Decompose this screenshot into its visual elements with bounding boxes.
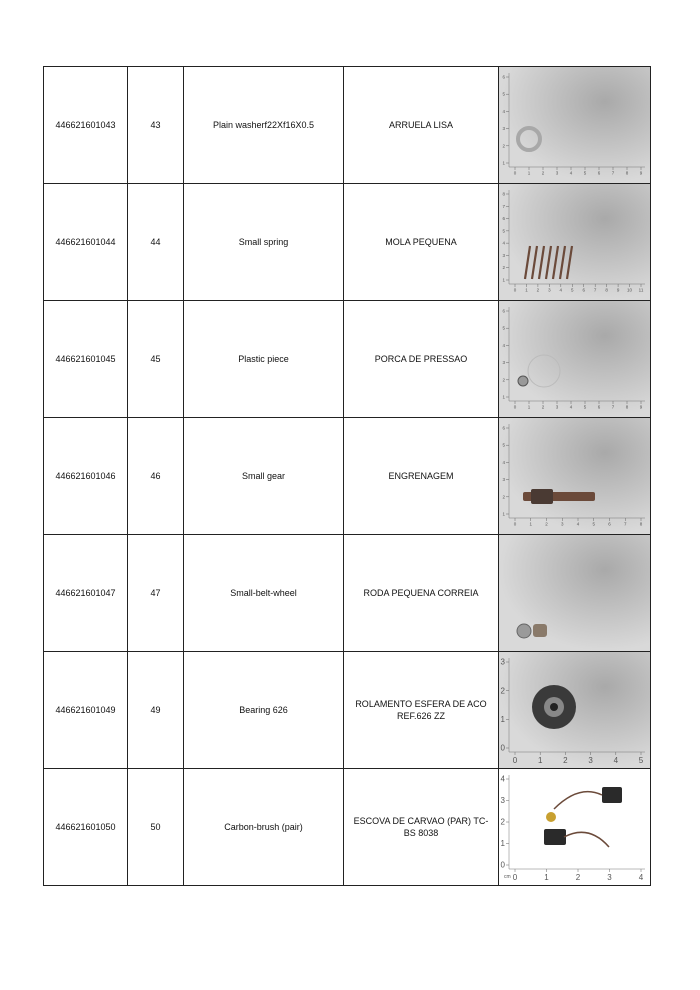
scale-x-label: 9 [616,287,620,293]
part-name-english: Small gear [184,418,344,535]
scale-x-label: 5 [583,170,587,176]
part-photo [499,418,650,534]
scale-y-label: 0 [500,743,505,753]
scale-x-label: 2 [575,873,581,882]
part-photo-cell [499,769,651,886]
parts-table [43,66,651,886]
scale-x-label: 11 [638,287,644,293]
part-name-portuguese: ARRUELA LISA [344,67,499,184]
scale-y-label: 3 [502,252,505,258]
scale-y-label: 5 [502,91,505,97]
scale-y-label: 1 [502,394,505,400]
scale-y-label: 3 [500,657,505,667]
scale-x-label: 4 [613,756,619,765]
scale-x-label: 2 [541,170,545,176]
part-code: 446621601044 [44,184,128,301]
part-code: 446621601050 [44,769,128,886]
part-photo-cell [499,418,651,535]
bearing-bore [550,703,558,711]
scale-x-label: 8 [605,287,608,293]
scale-y-label: 1 [502,277,505,283]
part-photo-cell [499,67,651,184]
scale-x-label: 1 [544,873,549,882]
scale-y-label: 8 [502,191,505,197]
scale-y-label: 1 [502,511,505,517]
part-photo-cell [499,184,651,301]
part-name-english: Bearing 626 [184,652,344,769]
part-name-portuguese: ESCOVA DE CARVAO (PAR) TC-BS 8038 [344,769,499,886]
scale-y-label: 2 [502,265,505,271]
table-row [44,184,651,301]
scale-y-label: 4 [502,240,505,246]
pulley-shape [533,624,547,637]
scale-y-label: 5 [502,442,505,448]
part-code: 446621601043 [44,67,128,184]
scale-x-label: 7 [623,521,627,527]
scale-x-label: 3 [588,756,593,765]
scale-x-label: 4 [638,873,644,882]
scale-x-label: 1 [525,287,528,293]
scale-y-label: 6 [502,425,505,431]
table-row [44,769,651,886]
scale-y-label: 4 [502,342,505,348]
scale-x-label: 1 [537,756,543,765]
scale-y-label: 2 [500,817,505,827]
part-photo-cell [499,535,651,652]
table-row [44,67,651,184]
scale-x-label: 3 [560,521,564,527]
scale-y-label: 2 [502,494,505,500]
scale-y-label: 3 [502,126,505,132]
position-number: 44 [128,184,184,301]
scale-x-label: 0 [512,873,518,882]
part-photo-cell [499,301,651,418]
part-photo [499,535,650,651]
scale-x-label: 4 [569,404,573,410]
scale-y-label: 2 [500,686,505,696]
scale-x-label: 4 [576,521,580,527]
scale-x-label: 5 [571,287,574,293]
position-number: 46 [128,418,184,535]
position-number: 43 [128,67,184,184]
scale-x-label: 4 [569,170,573,176]
part-photo [499,301,650,417]
part-code: 446621601045 [44,301,128,418]
photo-background [499,418,650,534]
brush-terminal [546,812,556,822]
scale-x-label: 3 [555,170,559,176]
scale-x-label: 1 [529,521,533,527]
scale-x-label: 2 [545,521,548,527]
scale-y-label: 7 [502,203,505,209]
photo-background [499,769,650,885]
part-name-english: Carbon-brush (pair) [184,769,344,886]
scale-y-label: 4 [502,459,505,465]
scale-x-label: 1 [527,404,531,410]
part-photo-cell [499,652,651,769]
part-code: 446621601046 [44,418,128,535]
scale-x-label: 0 [513,287,517,293]
part-code: 446621601049 [44,652,128,769]
part-name-portuguese: RODA PEQUENA CORREIA [344,535,499,652]
scale-x-label: 8 [639,521,643,527]
part-photo [499,184,650,300]
scale-y-label: 1 [500,715,505,724]
part-name-english: Small-belt-wheel [184,535,344,652]
scale-y-label: 3 [500,796,505,806]
position-number: 47 [128,535,184,652]
scale-y-label: 4 [502,108,505,114]
scale-x-label: 3 [548,287,551,293]
scale-y-label: 2 [502,143,505,149]
table-row [44,418,651,535]
scale-x-label: 7 [611,404,615,410]
scale-y-label: 2 [502,377,505,383]
part-photo [499,652,650,768]
scale-y-label: 0 [500,860,505,870]
part-name-portuguese: ENGRENAGEM [344,418,499,535]
position-number: 49 [128,652,184,769]
part-name-portuguese: PORCA DE PRESSAO [344,301,499,418]
scale-y-label: 6 [502,74,505,80]
part-code: 446621601047 [44,535,128,652]
scale-x-label: 1 [527,170,531,176]
scale-x-label: 9 [639,404,643,410]
scale-x-label: 6 [597,170,601,176]
scale-x-label: 8 [625,170,629,176]
scale-x-label: 4 [559,287,563,293]
part-name-english: Small spring [184,184,344,301]
scale-x-label: 0 [512,756,518,765]
scale-x-label: 6 [597,404,601,410]
scale-x-label: 0 [513,404,517,410]
scale-x-label: 5 [638,756,644,765]
gear-teeth-shape [531,489,553,504]
scale-y-label: 5 [502,325,505,331]
photo-background [499,301,650,417]
scale-x-label: 5 [583,404,587,410]
photo-background [499,184,650,300]
scale-x-label: 6 [608,521,611,527]
scale-y-label: 6 [502,216,505,222]
scale-x-label: 0 [513,170,517,176]
scale-x-label: 2 [536,287,540,293]
scale-x-label: 10 [627,287,633,293]
scale-y-label: 1 [500,839,505,849]
scale-x-label: 8 [625,404,629,410]
carbon-brush-shape [544,829,566,845]
part-name-english: Plain washerf22Xf16X0.5 [184,67,344,184]
part-photo [499,67,650,183]
scale-x-label: 3 [607,873,612,882]
position-number: 50 [128,769,184,886]
scale-x-label: 0 [513,521,517,527]
part-name-portuguese: ROLAMENTO ESFERA DE ACO REF.626 ZZ [344,652,499,769]
scale-x-label: 7 [611,170,615,176]
scale-y-label: 5 [502,228,505,234]
scale-x-label: 7 [593,287,597,293]
scale-y-label: 1 [502,160,505,166]
scale-y-label: 4 [500,774,505,784]
table-row [44,652,651,769]
part-photo [499,769,650,885]
scale-y-label: 3 [502,360,505,366]
scale-x-label: 2 [541,404,545,410]
photo-background [499,67,650,183]
scale-x-label: 9 [639,170,643,176]
scale-y-label: 3 [502,477,505,483]
position-number: 45 [128,301,184,418]
scale-y-label: 6 [502,308,505,314]
wheel-shape [517,624,531,638]
part-name-portuguese: MOLA PEQUENA [344,184,499,301]
scale-x-label: 3 [555,404,559,410]
scale-x-label: 5 [592,521,596,527]
table-row [44,301,651,418]
scale-x-label: 6 [582,287,585,293]
scale-x-label: 2 [563,756,568,765]
scale-unit: cm [504,874,511,880]
table-row [44,535,651,652]
carbon-brush-shape [602,787,622,803]
part-name-english: Plastic piece [184,301,344,418]
nut-shape [518,376,528,386]
